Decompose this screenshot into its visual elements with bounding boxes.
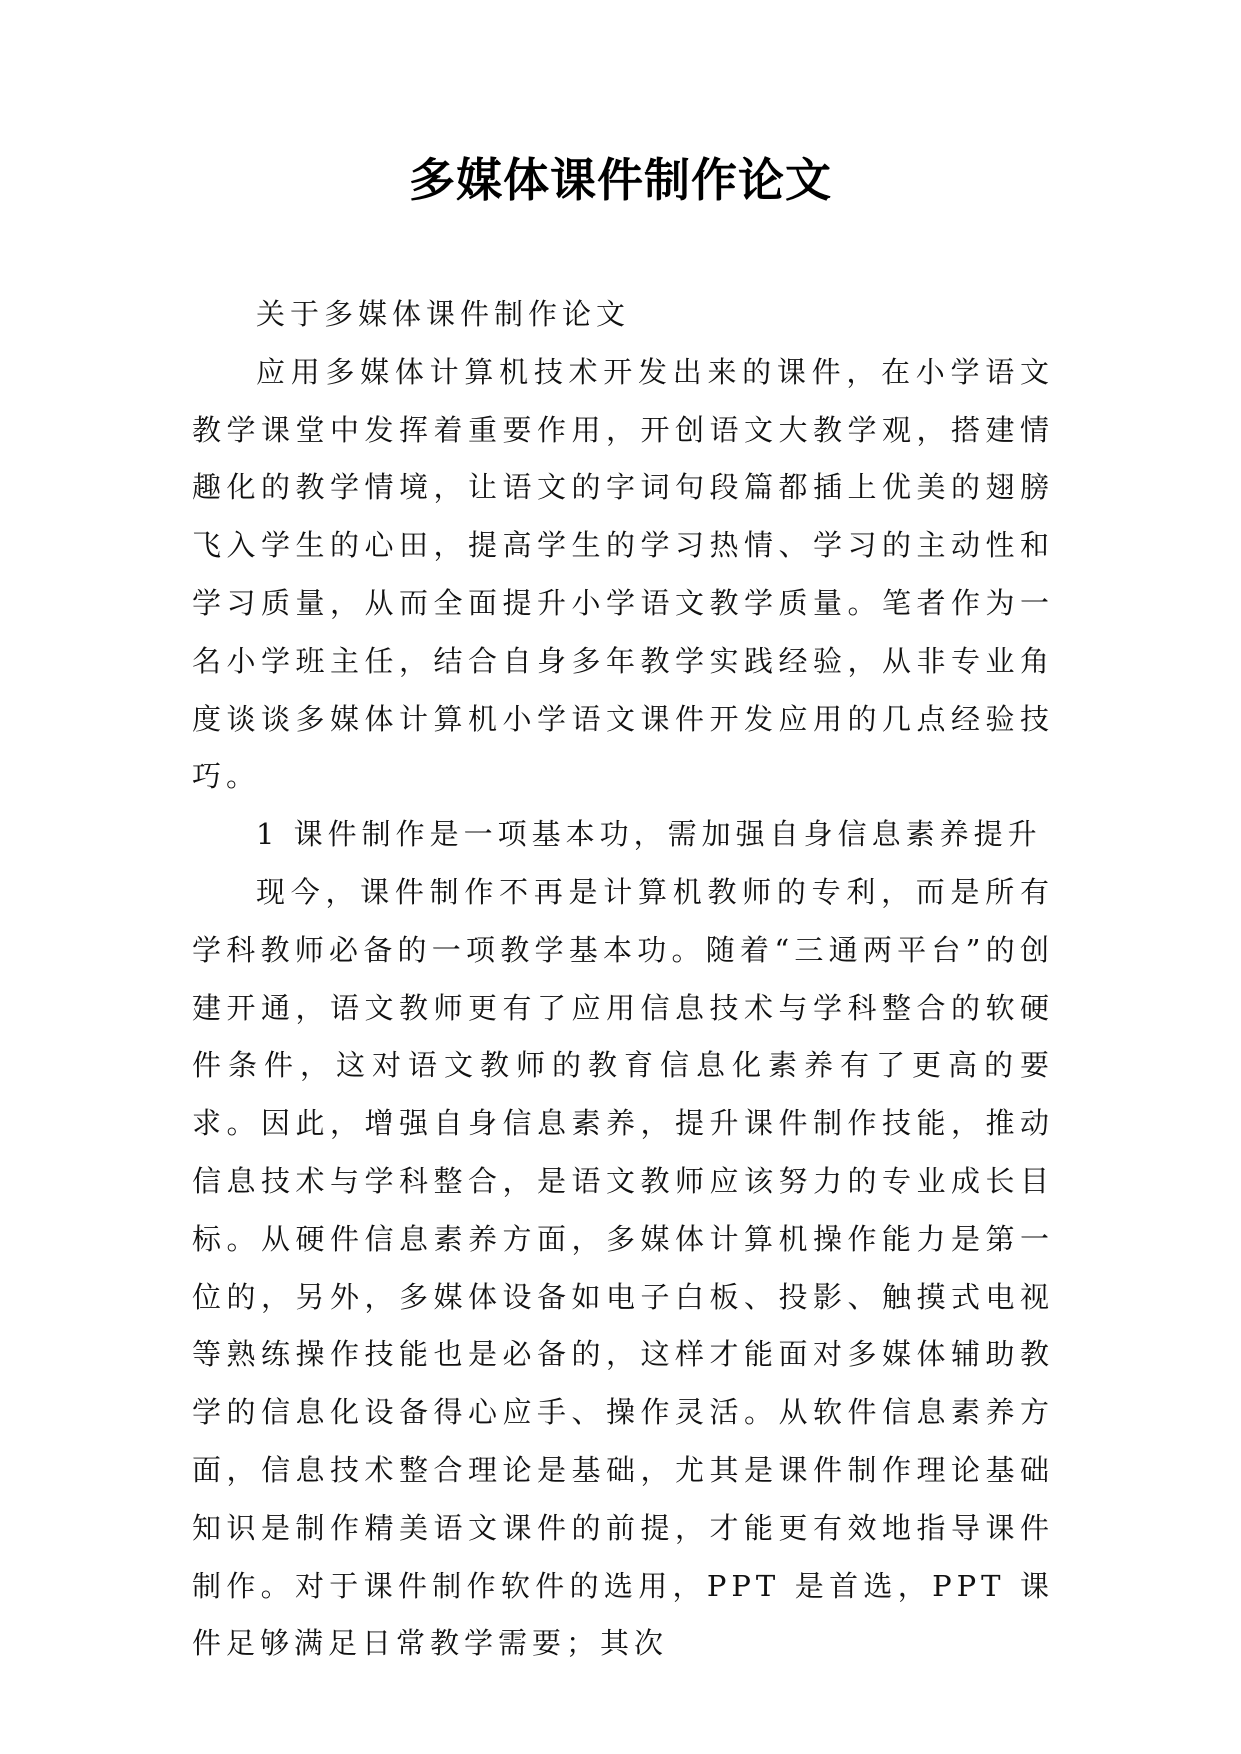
document-title: 多媒体课件制作论文 (409, 153, 832, 207)
document-body (192, 286, 1054, 1673)
paragraph-intro: 应用多媒体计算机技术开发出来的课件，在小学语文教学课堂中发挥着重要作用，开创语文大教学观，搭建情趣化的教学情境，让语文的字词句段篇都插上优美的翅膀飞入学生的心田，提高学生的学习热情、学习的主动性和学习质量，从而全面提升小学语文教学质量。笔者作为一名小学班主任，结合自身多年教学实践经验，从非专业角度谈谈多媒体计算机小学语文课件开发应用的几点经验技巧。 (192, 354, 1054, 794)
section-heading: 1 课件制作是一项基本功，需加强自身信息素养提升 (256, 817, 1042, 852)
paragraph-section-1: 现今，课件制作不再是计算机教师的专利，而是所有学科教师必备的一项教学基本功。随着“三通两平台”的创建开通，语文教师更有了应用信息技术与学科整合的软硬件条件，这对语文教师的教育信息化素养有了更高的要求。因此，增强自身信息素养，提升课件制作技能，推动信息技术与学科整合，是语文教师应该努力的专业成长目标。从硬件信息素养方面，多媒体计算机操作能力是第一位的，另外，多媒体设备如电子白板、投影、触摸式电视等熟练操作技能也是必备的，这样才能面对多媒体辅助教学的信息化设备得心应手、操作灵活。从软件信息素养方面，信息技术整合理论是基础，尤其是课件制作理论基础知识是制作精美语文课件的前提，才能更有效地指导课件制作。对于课件制作软件的选用，PPT 是首选，PPT 课件足够满足日常教学需要；其次 (192, 874, 1054, 1661)
paragraph-heading: 关于多媒体课件制作论文 (256, 297, 631, 331)
